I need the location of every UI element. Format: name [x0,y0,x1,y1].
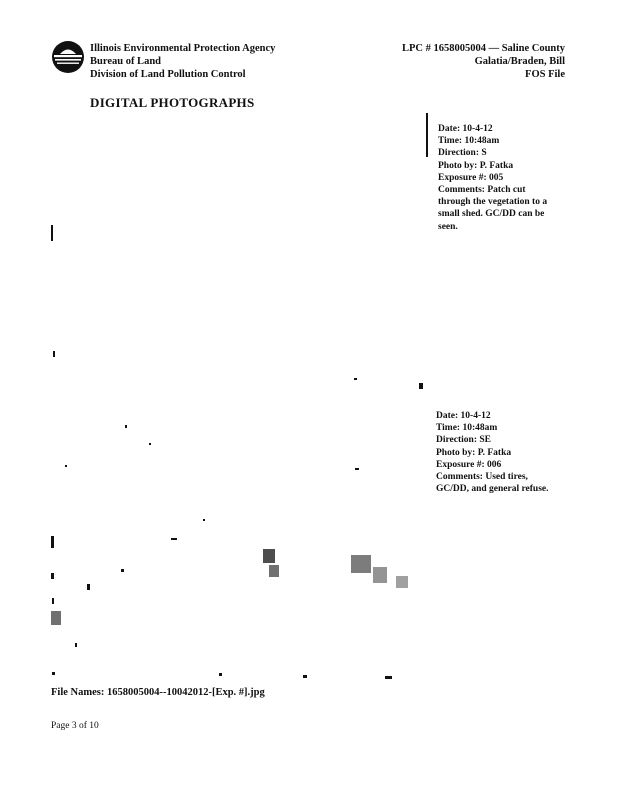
photo-2-caption [436,410,558,495]
photo-1-photographer: Photo by: P. Fatka [438,160,514,171]
photo-2-time: Time: 10:48am [436,423,498,434]
division-name: Division of Land Pollution Control [90,69,246,80]
photo-1-caption [438,123,560,233]
bureau-name: Bureau of Land [90,56,161,67]
file-type: FOS File [525,69,565,80]
agency-block [90,42,275,81]
page-number: Page 3 of 10 [51,721,99,731]
photo-2-comments: Comments: Used tires, GC/DD, and general refuse. [436,472,549,495]
photo-1-time: Time: 10:48am [438,136,500,147]
photo-2-direction: Direction: SE [436,435,491,446]
photo-1-direction: Direction: S [438,148,487,159]
photo-2 [51,383,431,683]
photo-2-date: Date: 10-4-12 [436,411,491,421]
photo-1-edge-line [426,113,428,157]
photo-1 [51,113,416,383]
photo-1-comments: Comments: Patch cut through the vegetation to a small shed. GC/DD can be seen. [438,185,548,232]
illinois-epa-seal-icon [51,40,85,74]
page-title: DIGITAL PHOTOGRAPHS [90,95,255,110]
lpc-number: LPC # 1658005004 — Saline County [401,43,565,54]
photo-1-date: Date: 10-4-12 [438,124,493,134]
agency-name: Illinois Environmental Protection Agency [90,43,276,54]
photo-2-exposure: Exposure #: 006 [436,459,502,470]
file-names: File Names: 1658005004--10042012-[Exp. #].jpg [51,687,265,698]
site-name: Galatia/Braden, Bill [474,56,565,67]
lpc-block [402,42,565,81]
photo-1-exposure: Exposure #: 005 [438,172,504,183]
photo-2-photographer: Photo by: P. Fatka [436,447,512,458]
